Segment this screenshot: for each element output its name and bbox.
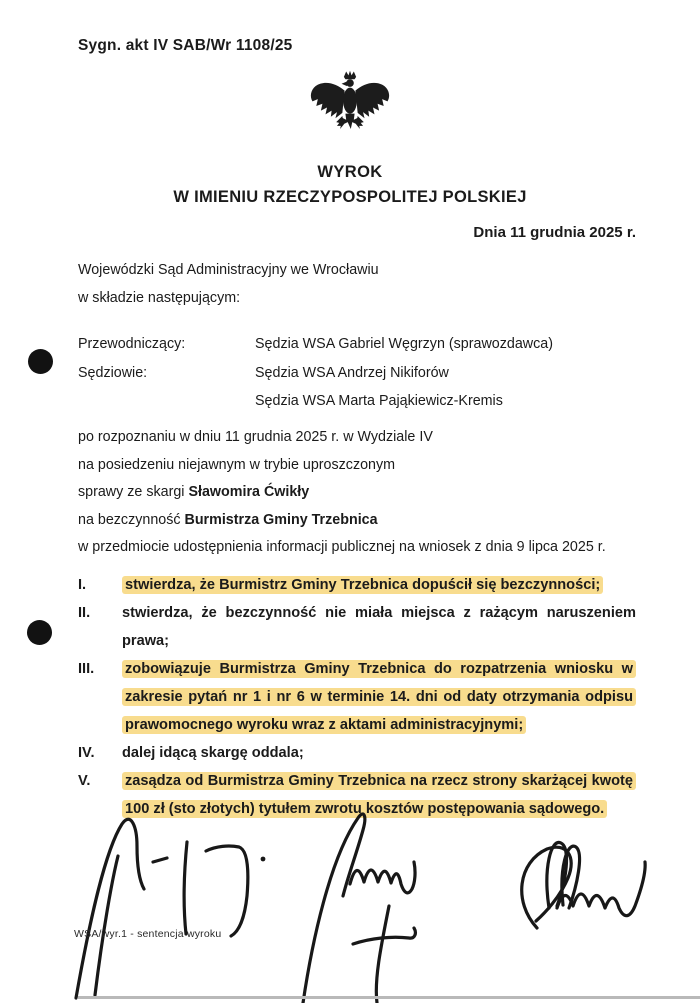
judicial-panel bbox=[78, 330, 636, 416]
judge-name: Sędzia WSA Marta Pająkiewicz-Kremis bbox=[255, 393, 503, 409]
judgment-title: WYROK bbox=[317, 163, 383, 181]
case-number: Sygn. akt IV SAB/Wr 1108/25 bbox=[78, 37, 293, 54]
verdict-item-numeral: IV. bbox=[78, 745, 95, 761]
panel-role-label: Sędziowie: bbox=[78, 364, 148, 381]
judgment-subtitle: W IMIENIU RZECZYPOSPOLITEJ POLSKIEJ bbox=[173, 188, 527, 206]
judgment-date: Dnia 11 grudnia 2025 r. bbox=[473, 224, 636, 241]
verdict-item bbox=[78, 599, 636, 655]
recital-line: sprawy ze skargi Sławomira Ćwikły bbox=[78, 484, 310, 500]
composition-intro: w składzie następującym: bbox=[78, 290, 241, 306]
verdict-item-text: zasądza od Burmistrza Gminy Trzebnica na rzecz strony skarżącej kwotę 100 zł (sto złotych) tytułem zwrotu kosztów postępowania sądowego. bbox=[122, 767, 636, 823]
verdict-list bbox=[78, 571, 636, 823]
verdict-item bbox=[78, 739, 636, 767]
panel-role-label bbox=[78, 387, 255, 416]
page-bottom-edge bbox=[78, 996, 700, 999]
footer-form-code: WSA/wyr.1 - sentencja wyroku bbox=[74, 928, 222, 940]
judge-name: Sędzia WSA Andrzej Nikiforów bbox=[255, 364, 449, 381]
hole-punch-mark bbox=[28, 349, 53, 374]
verdict-item-text: stwierdza, że bezczynność nie miała miejsca z rażącym naruszeniem prawa; bbox=[122, 605, 636, 649]
judgment-title-block bbox=[0, 160, 700, 210]
verdict-item-text: zobowiązuje Burmistrza Gminy Trzebnica do rozpatrzenia wniosku w zakresie pytań nr 1 i nr 6 w terminie 14. dni od daty otrzymania odpisu prawomocnego wyroku wraz z aktami administracyjnymi; bbox=[122, 655, 636, 739]
hole-punch-mark bbox=[27, 620, 52, 645]
verdict-item-text: dalej idącą skargę oddala; bbox=[122, 745, 304, 761]
verdict-item-numeral: I. bbox=[78, 577, 87, 593]
court-block bbox=[78, 256, 636, 312]
verdict-item bbox=[78, 571, 636, 599]
verdict-item-numeral: III. bbox=[78, 661, 95, 677]
recital-line: po rozpoznaniu w dniu 11 grudnia 2025 r. w Wydziale IV bbox=[78, 429, 433, 445]
verdict-item-text: stwierdza, że Burmistrz Gminy Trzebnica dopuścił się bezczynności; bbox=[122, 571, 636, 599]
national-emblem bbox=[0, 70, 700, 147]
verdict-item-numeral: V. bbox=[78, 773, 91, 789]
recitals bbox=[78, 424, 636, 562]
verdict-item-numeral: II. bbox=[78, 605, 91, 621]
judge-name: Sędzia WSA Gabriel Węgrzyn (sprawozdawca) bbox=[255, 336, 553, 352]
verdict-item bbox=[78, 655, 636, 739]
panel-role-label: Przewodniczący: bbox=[78, 336, 186, 352]
signature-right bbox=[522, 842, 645, 928]
signature-left bbox=[76, 819, 265, 998]
signature-middle bbox=[303, 814, 415, 1003]
recital-line: na posiedzeniu niejawnym w trybie uproszczonym bbox=[78, 456, 396, 473]
polish-eagle-icon bbox=[304, 70, 396, 142]
court-name: Wojewódzki Sąd Administracyjny we Wrocławiu bbox=[78, 262, 379, 278]
recital-line: na bezczynność Burmistrza Gminy Trzebnica bbox=[78, 511, 378, 528]
recital-line: w przedmiocie udostępnienia informacji publicznej na wniosek z dnia 9 lipca 2025 r. bbox=[78, 539, 606, 555]
verdict-item bbox=[78, 767, 636, 823]
